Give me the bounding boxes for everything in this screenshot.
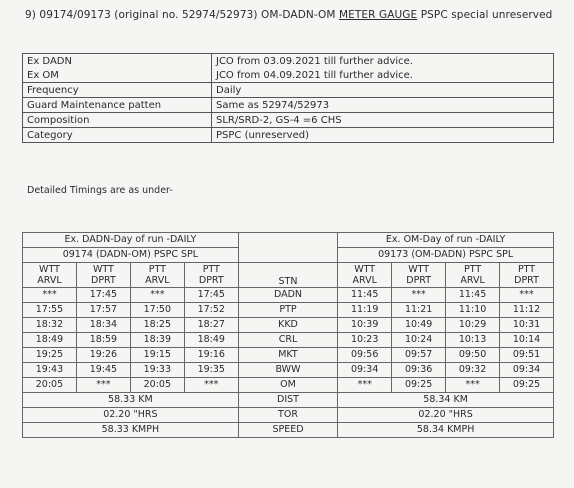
time-cell: 11:21: [392, 303, 446, 318]
info-row-category: [23, 128, 554, 143]
info-row-ex-om: [23, 68, 554, 83]
time-cell: 09:34: [500, 363, 554, 378]
summary-label: SPEED: [238, 423, 337, 438]
table-row: [23, 333, 554, 348]
info-value: SLR/SRD-2, GS-4 =6 CHS: [212, 113, 554, 128]
time-cell: 19:43: [23, 363, 77, 378]
summary-label: DIST: [238, 393, 337, 408]
time-cell: 18:59: [76, 333, 130, 348]
time-cell: 19:16: [184, 348, 238, 363]
summary-left: 58.33 KM: [23, 393, 239, 408]
timetable-column-header-row: [23, 263, 554, 288]
time-cell: 09:34: [338, 363, 392, 378]
summary-left: 58.33 KMPH: [23, 423, 239, 438]
time-cell: ***: [392, 288, 446, 303]
summary-right: 02.20 "HRS: [338, 408, 554, 423]
table-row: [23, 363, 554, 378]
info-key: Frequency: [23, 83, 212, 98]
info-row-frequency: [23, 83, 554, 98]
col-header: PTT DPRT: [184, 263, 238, 288]
time-cell: 18:34: [76, 318, 130, 333]
time-cell: 18:39: [130, 333, 184, 348]
info-value: PSPC (unreserved): [212, 128, 554, 143]
info-key: Ex DADN: [23, 54, 212, 69]
time-cell: 17:45: [76, 288, 130, 303]
station-cell: BWW: [238, 363, 337, 378]
service-info-table: [22, 53, 554, 143]
time-cell: 19:25: [23, 348, 77, 363]
station-cell: OM: [238, 378, 337, 393]
station-cell: CRL: [238, 333, 337, 348]
info-key: Category: [23, 128, 212, 143]
info-row-guard: [23, 98, 554, 113]
time-cell: 10:29: [446, 318, 500, 333]
time-cell: 19:26: [76, 348, 130, 363]
col-header: WTT ARVL: [23, 263, 77, 288]
heading-meter-gauge: METER GAUGE: [339, 9, 418, 21]
time-cell: 19:33: [130, 363, 184, 378]
time-cell: 18:27: [184, 318, 238, 333]
summary-row: [23, 408, 554, 423]
time-cell: 09:25: [392, 378, 446, 393]
summary-right: 58.34 KM: [338, 393, 554, 408]
table-row: [23, 348, 554, 363]
info-row-composition: [23, 113, 554, 128]
time-cell: 11:45: [446, 288, 500, 303]
time-cell: 11:10: [446, 303, 500, 318]
time-cell: 17:45: [184, 288, 238, 303]
col-header: PTT ARVL: [130, 263, 184, 288]
col-header: PTT DPRT: [500, 263, 554, 288]
time-cell: 18:25: [130, 318, 184, 333]
timetable: [22, 232, 554, 438]
summary-left: 02.20 "HRS: [23, 408, 239, 423]
info-value: Same as 52974/52973: [212, 98, 554, 113]
time-cell: 10:13: [446, 333, 500, 348]
time-cell: 19:15: [130, 348, 184, 363]
station-cell: PTP: [238, 303, 337, 318]
timetable-title-row: [23, 233, 554, 248]
table-row: [23, 303, 554, 318]
info-value: Daily: [212, 83, 554, 98]
time-cell: 11:19: [338, 303, 392, 318]
time-cell: 10:31: [500, 318, 554, 333]
info-key: Ex OM: [23, 68, 212, 83]
col-header: WTT DPRT: [392, 263, 446, 288]
time-cell: 09:32: [446, 363, 500, 378]
time-cell: 19:35: [184, 363, 238, 378]
time-cell: 19:45: [76, 363, 130, 378]
time-cell: 17:52: [184, 303, 238, 318]
time-cell: 09:50: [446, 348, 500, 363]
time-cell: 17:50: [130, 303, 184, 318]
col-header: PTT ARVL: [446, 263, 500, 288]
info-value: JCO from 03.09.2021 till further advice.: [212, 54, 554, 69]
time-cell: 10:23: [338, 333, 392, 348]
table-row: [23, 318, 554, 333]
time-cell: 18:49: [184, 333, 238, 348]
time-cell: ***: [130, 288, 184, 303]
summary-label: TOR: [238, 408, 337, 423]
left-title: Ex. DADN-Day of run -DAILY: [23, 233, 239, 248]
time-cell: 09:51: [500, 348, 554, 363]
stn-header-blank: [238, 233, 337, 263]
time-cell: ***: [338, 378, 392, 393]
time-cell: 10:39: [338, 318, 392, 333]
time-cell: 11:12: [500, 303, 554, 318]
time-cell: ***: [500, 288, 554, 303]
station-cell: DADN: [238, 288, 337, 303]
summary-right: 58.34 KMPH: [338, 423, 554, 438]
time-cell: 09:56: [338, 348, 392, 363]
stn-header: STN: [238, 263, 337, 288]
time-cell: ***: [76, 378, 130, 393]
left-train: 09174 (DADN-OM) PSPC SPL: [23, 248, 239, 263]
time-cell: 10:24: [392, 333, 446, 348]
info-row-ex-dadn: [23, 54, 554, 69]
time-cell: ***: [184, 378, 238, 393]
info-key: Guard Maintenance patten: [23, 98, 212, 113]
col-header: WTT DPRT: [76, 263, 130, 288]
heading-prefix: 9) 09174/09173 (original no. 52974/52973) OM-DADN-OM: [25, 9, 336, 21]
time-cell: ***: [446, 378, 500, 393]
summary-row: [23, 393, 554, 408]
time-cell: 18:32: [23, 318, 77, 333]
time-cell: 10:14: [500, 333, 554, 348]
time-cell: 17:57: [76, 303, 130, 318]
time-cell: 17:55: [23, 303, 77, 318]
time-cell: 09:25: [500, 378, 554, 393]
document-heading: [25, 7, 570, 23]
col-header: WTT ARVL: [338, 263, 392, 288]
timings-note: Detailed Timings are as under-: [27, 185, 173, 196]
info-value: JCO from 04.09.2021 till further advice.: [212, 68, 554, 83]
right-title: Ex. OM-Day of run -DAILY: [338, 233, 554, 248]
time-cell: 09:36: [392, 363, 446, 378]
info-key: Composition: [23, 113, 212, 128]
heading-suffix: PSPC special unreserved: [420, 9, 553, 21]
table-row: [23, 288, 554, 303]
time-cell: 09:57: [392, 348, 446, 363]
time-cell: 11:45: [338, 288, 392, 303]
right-train: 09173 (OM-DADN) PSPC SPL: [338, 248, 554, 263]
table-row: [23, 378, 554, 393]
time-cell: 10:49: [392, 318, 446, 333]
station-cell: MKT: [238, 348, 337, 363]
time-cell: ***: [23, 288, 77, 303]
summary-row: [23, 423, 554, 438]
time-cell: 18:49: [23, 333, 77, 348]
time-cell: 20:05: [23, 378, 77, 393]
station-cell: KKD: [238, 318, 337, 333]
time-cell: 20:05: [130, 378, 184, 393]
